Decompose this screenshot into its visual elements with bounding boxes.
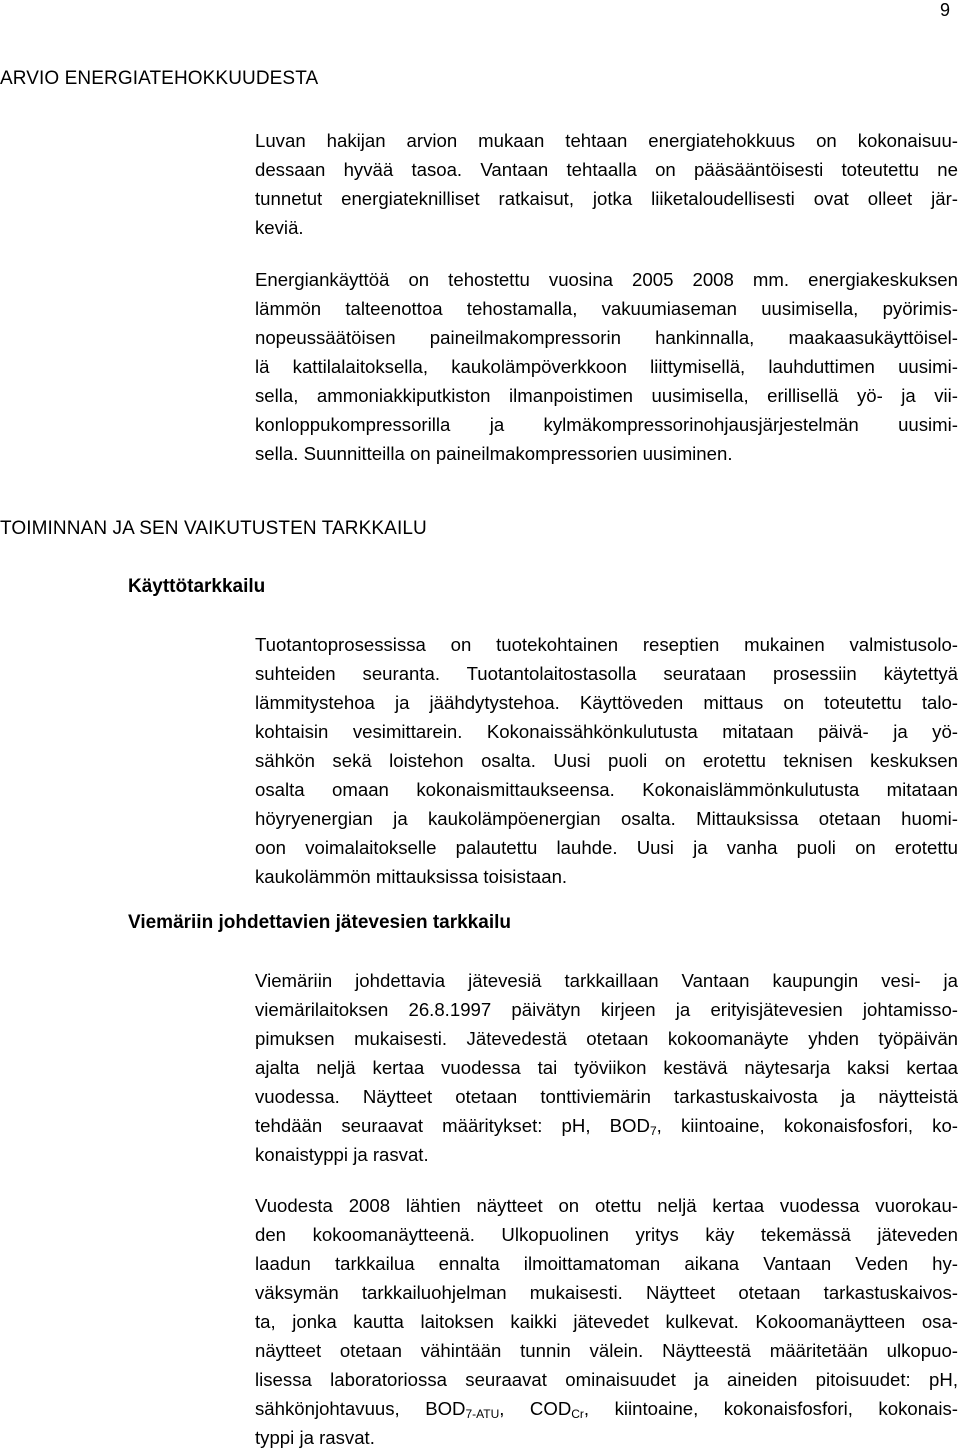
- text-line: näytteet otetaan vähintään tunnin välein. Näytteestä määritetään ulkopuo-: [255, 1340, 958, 1361]
- text-line: oon voimalaitokselle palautettu lauhde. Uusi ja vanha puoli on erotettu: [255, 837, 958, 858]
- text-line: ta, jonka kautta laitoksen kaikki jätevedet kulkevat. Kokoomanäytteen osa-: [255, 1311, 958, 1332]
- text-line: sähkön sekä loistehon osalta. Uusi puoli on erotettu teknisen keskuksen: [255, 750, 958, 771]
- text-line: lisessa laboratoriossa seuraavat ominaisuudet ja aineiden pitoisuudet: pH,: [255, 1369, 958, 1390]
- text-line: laadun tarkkailua ennalta ilmoittamatoman aikana Vantaan Veden hy-: [255, 1253, 958, 1274]
- text-line: Vuodesta 2008 lähtien näytteet on otettu neljä kertaa vuodessa vuorokau-: [255, 1195, 958, 1216]
- text-line: konloppukompressorilla ja kylmäkompressorinohjausjärjestelmän uusimi-: [255, 414, 958, 435]
- text-segment: sähkönjohtavuus, BOD: [255, 1398, 466, 1419]
- text-segment: tehdään seuraavat määritykset: pH, BOD: [255, 1115, 650, 1136]
- subscript: 7: [649, 1124, 657, 1138]
- text-line: [255, 1394, 958, 1423]
- text-line: sella, ammoniakkiputkiston ilmanpoistimen uusimisella, erillisellä yö- ja vii-: [255, 385, 958, 406]
- text-line: pimuksen mukaisesti. Jätevedestä otetaan kokoomanäyte yhden työpäivän: [255, 1028, 958, 1049]
- subsection-title-wastewater-monitoring: Viemäriin johdettavien jätevesien tarkkailu: [128, 912, 511, 933]
- section-title-monitoring: TOIMINNAN JA SEN VAIKUTUSTEN TARKKAILU: [0, 518, 427, 539]
- subsection-title-operational-monitoring: Käyttötarkkailu: [128, 576, 266, 597]
- text-line: höyryenergian ja kaukolämpöenergian osalta. Mittauksissa otetaan huomi-: [255, 808, 958, 829]
- text-line: viemärilaitoksen 26.8.1997 päivätyn kirjeen ja erityisjätevesien johtamisso-: [255, 999, 958, 1020]
- text-line: konaistyppi ja rasvat.: [255, 1144, 429, 1165]
- subscript: Cr: [571, 1407, 584, 1421]
- section-title-energy-efficiency: ARVIO ENERGIATEHOKKUUDESTA: [0, 68, 319, 89]
- paragraph-wastewater-sampling: [255, 1191, 958, 1452]
- subscript: 7-ATU: [465, 1407, 500, 1421]
- text-line: Tuotantoprosessissa on tuotekohtainen reseptien mukainen valmistusolo-: [255, 634, 958, 655]
- text-line: tunnetut energiateknilliset ratkaisut, jotka liiketaloudellisesti ovat olleet jär-: [255, 188, 958, 209]
- paragraph-energy-measures: [255, 265, 958, 468]
- text-line: vuodessa. Näytteet otetaan tonttiviemärin tarkastuskaivosta ja näytteistä: [255, 1086, 958, 1107]
- paragraph-wastewater-monitoring: [255, 966, 958, 1169]
- text-line: Energiankäyttöä on tehostettu vuosina 2005 2008 mm. energiakeskuksen: [255, 269, 958, 290]
- text-line: lämmitystehoa ja jäähdytystehoa. Käyttöveden mittaus on toteutettu talo-: [255, 692, 958, 713]
- paragraph-operational-monitoring: [255, 630, 958, 891]
- text-line: lämmön talteenottoa tehostamalla, vakuumiaseman uusimisella, pyörimis-: [255, 298, 958, 319]
- text-line: dessaan hyvää tasoa. Vantaan tehtaalla on pääsääntöisesti toteutettu ne: [255, 159, 958, 180]
- text-segment: , COD: [499, 1398, 572, 1419]
- text-line: lä kattilalaitoksella, kaukolämpöverkkoon liittymisellä, lauhduttimen uusimi-: [255, 356, 958, 377]
- text-line: Viemäriin johdettavia jätevesiä tarkkaillaan Vantaan kaupungin vesi- ja: [255, 970, 958, 991]
- text-line: nopeussäätöisen paineilmakompressorin hankinnalla, maakaasukäyttöisel-: [255, 327, 958, 348]
- text-line: ajalta neljä kertaa vuodessa tai työviikon kestävä näytesarja kaksi kertaa: [255, 1057, 958, 1078]
- paragraph-energy-assessment: [255, 126, 958, 242]
- text-line: kaukolämmön mittauksissa toisistaan.: [255, 866, 568, 887]
- text-line: den kokoomanäytteenä. Ulkopuolinen yritys käy tekemässä jäteveden: [255, 1224, 958, 1245]
- text-line: Luvan hakijan arvion mukaan tehtaan energiatehokkuus on kokonaisuu-: [255, 130, 958, 151]
- text-line: [255, 1111, 958, 1140]
- page-number: 9: [939, 0, 950, 20]
- text-segment: , kiintoaine, kokonaisfosfori, ko-: [656, 1115, 958, 1136]
- text-line: keviä.: [255, 217, 304, 238]
- text-line: väksymän tarkkailuohjelman mukaisesti. Näytteet otetaan tarkastuskaivos-: [255, 1282, 958, 1303]
- text-segment: , kiintoaine, kokonaisfosfori, kokonais-: [583, 1398, 959, 1419]
- text-line: osalta omaan kokonaismittaukseensa. Kokonaislämmönkulutusta mitataan: [255, 779, 958, 800]
- text-line: sella. Suunnitteilla on paineilmakompressorien uusiminen.: [255, 443, 733, 464]
- text-line: kohtaisin vesimittarein. Kokonaissähkönkulutusta mitataan päivä- ja yö-: [255, 721, 958, 742]
- text-line: typpi ja rasvat.: [255, 1427, 375, 1448]
- text-line: suhteiden seuranta. Tuotantolaitostasolla seurataan prosessiin käytettyä: [255, 663, 958, 684]
